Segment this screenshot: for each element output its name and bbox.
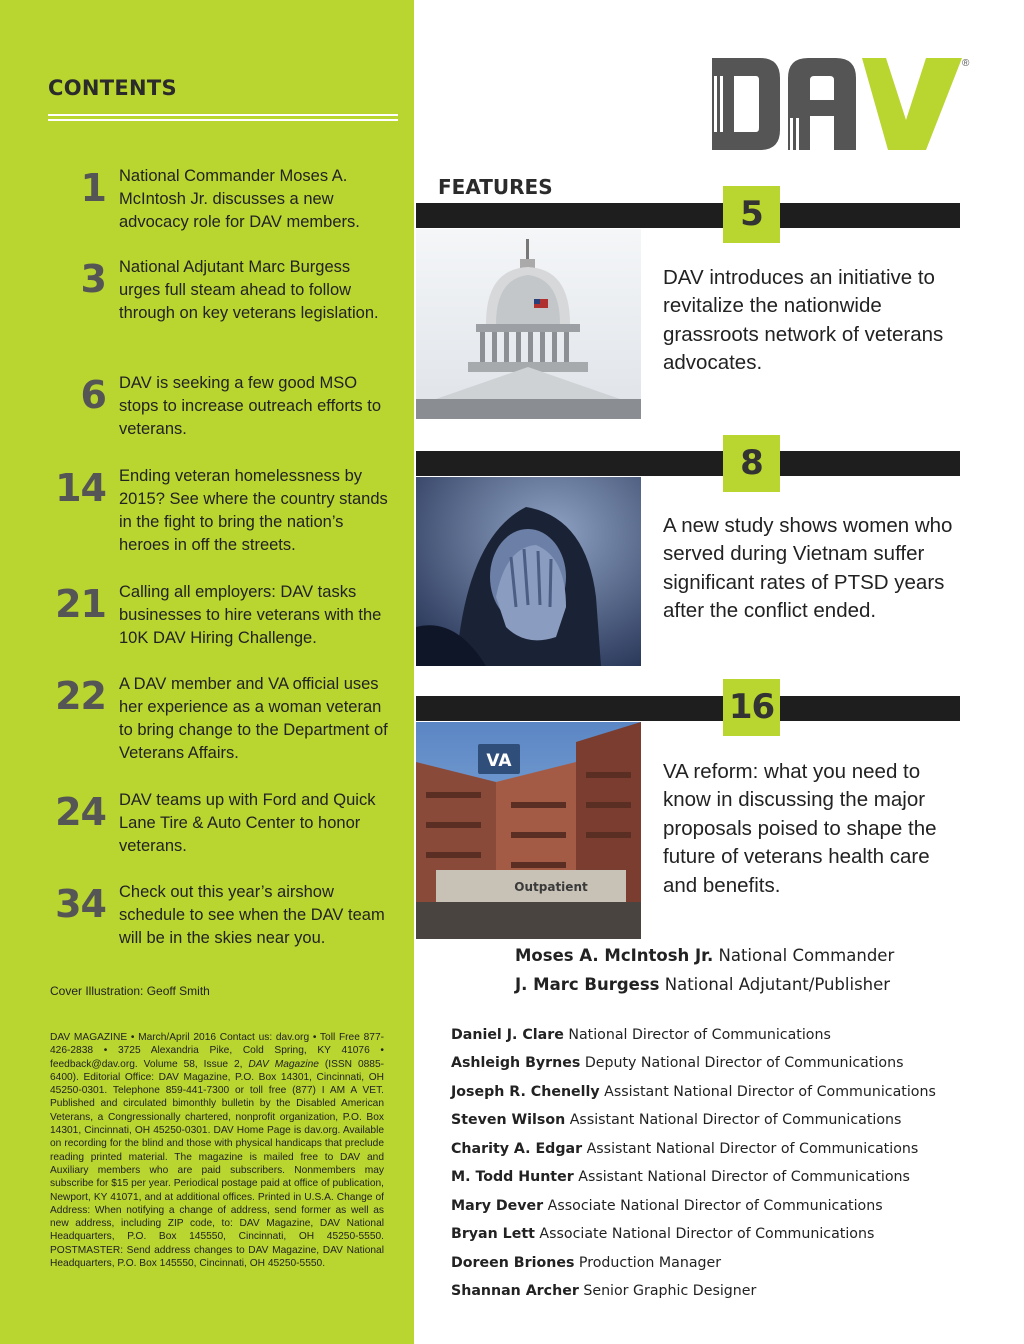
staff-name: Charity A. Edgar: [451, 1141, 583, 1157]
contents-title: CONTENTS: [48, 76, 177, 100]
feature-bar: [416, 696, 960, 721]
feature-description: DAV introduces an initiative to revitalize the nationwide grassroots network of veterans advocates.: [663, 266, 944, 375]
staff-name: Shannan Archer: [451, 1283, 579, 1299]
staff-entry: [451, 1255, 721, 1271]
toc-page-number: 34: [55, 882, 106, 926]
toc-description: DAV is seeking a few good MSO stops to increase outreach efforts to veterans.: [119, 374, 382, 438]
feature-bar: [416, 451, 960, 476]
staff-name: Bryan Lett: [451, 1226, 535, 1242]
staff-role: Assistant National Director of Communications: [586, 1141, 919, 1157]
staff-role: Assistant National Director of Communications: [604, 1084, 936, 1100]
toc-description: National Adjutant Marc Burgess urges full steam ahead to follow through on key veterans legislation.: [119, 258, 379, 322]
staff-name: Ashleigh Byrnes: [451, 1055, 581, 1071]
staff-role: Deputy National Director of Communications: [584, 1055, 904, 1071]
staff-role: National Director of Communications: [568, 1027, 831, 1043]
svg-text:Outpatient: Outpatient: [514, 880, 588, 894]
staff-role: Assistant National Director of Communications: [569, 1112, 902, 1128]
feature-page-number: 16: [723, 679, 780, 736]
toc-description: National Commander Moses A. McIntosh Jr. discusses a new advocacy role for DAV members.: [119, 167, 360, 231]
staff-name: J. Marc Burgess: [515, 975, 660, 994]
staff-entry: [451, 1141, 918, 1157]
toc-description: DAV teams up with Ford and Quick Lane Tire & Auto Center to honor veterans.: [119, 791, 376, 855]
contents-divider: [48, 114, 398, 121]
staff-name: Daniel J. Clare: [451, 1027, 564, 1043]
toc-description: Check out this year’s airshow schedule to see when the DAV team will be in the skies near you.: [119, 883, 385, 947]
staff-role: National Commander: [718, 946, 895, 965]
toc-description: Ending veteran homelessness by 2015? See where the country stands in the fight to bring the nation’s heroes in off the streets.: [119, 467, 388, 554]
staff-national-commander: [515, 946, 894, 965]
masthead-info: [50, 1031, 384, 1270]
staff-entry: [451, 1169, 910, 1185]
distressed-woman-image: [416, 477, 641, 666]
toc-page-number: 21: [55, 582, 106, 626]
toc-page-number: 1: [80, 166, 106, 210]
staff-entry: [451, 1027, 831, 1043]
staff-role: Production Manager: [578, 1255, 722, 1271]
toc-page-number: 24: [55, 790, 106, 834]
toc-description: A DAV member and VA official uses her experience as a woman veteran to bring change to the Department of Veterans Affairs.: [119, 675, 388, 762]
staff-role: Associate National Director of Communications: [539, 1226, 875, 1242]
toc-page-number: 22: [55, 674, 106, 718]
staff-entry: [451, 1084, 936, 1100]
staff-role: Assistant National Director of Communications: [578, 1169, 910, 1185]
va-outpatient-image: [416, 722, 641, 939]
cover-credit: Cover Illustration: Geoff Smith: [50, 984, 210, 998]
toc-page-number: 14: [55, 466, 106, 510]
staff-national-adjutant: [515, 975, 890, 994]
masthead-text-1: DAV MAGAZINE • March/April 2016 Contact us: dav.org • Toll Free 877-426-2838 • 3725 Alexandria Pike, Cold Spring, KY 41076 • feedback@dav.org. Volume 58, Issue 2,: [50, 1032, 384, 1070]
staff-entry: [451, 1198, 883, 1214]
staff-role: Senior Graphic Designer: [583, 1283, 757, 1299]
registered-mark: ®: [962, 58, 970, 69]
feature-description: VA reform: what you need to know in discussing the major proposals poised to shape the future of veterans health care and benefits.: [663, 760, 937, 897]
staff-entry: [451, 1112, 901, 1128]
feature-page-number: 8: [723, 435, 780, 492]
capitol-dome-image: [416, 229, 641, 419]
staff-name: Joseph R. Chenelly: [451, 1084, 600, 1100]
feature-description: A new study shows women who served during Vietnam suffer significant rates of PTSD years after the conflict ended.: [663, 514, 953, 623]
feature-page-number: 5: [723, 186, 780, 243]
staff-name: Moses A. McIntosh Jr.: [515, 946, 714, 965]
staff-entry: [451, 1055, 903, 1071]
staff-name: Doreen Briones: [451, 1255, 575, 1271]
staff-role: Associate National Director of Communications: [547, 1198, 883, 1214]
svg-text:VA: VA: [486, 751, 512, 771]
toc-page-number: 6: [80, 373, 106, 417]
staff-name: Steven Wilson: [451, 1112, 566, 1128]
toc-description: Calling all employers: DAV tasks businesses to hire veterans with the 10K DAV Hiring Challenge.: [119, 583, 382, 647]
staff-entry: [451, 1226, 874, 1242]
staff-entry: [451, 1283, 756, 1299]
masthead-text-2: (ISSN 0885-6400). Editorial Office: DAV Magazine, P.O. Box 14301, Cincinnati, OH 45250-0301. Telephone 859-441-7300 or toll free (877) I AM A VET. Published and circulated bimonthly bulletin by the Disabled American Veterans, a Congressionally chartered, nonprofit organization, P.O. Box 14301, Cincinnati, OH 45250-0301. DAV Home Page is dav.org. Available on recording for the blind and those with physical handicaps that preclude reading printed material. The magazine is mailed free to DAV and Auxiliary members who are paid subscribers. Nonmembers may subscribe for $15 per year. Periodical postage paid at office of publication, Newport, KY 41071, and at additional offices. Printed in U.S.A. Change of Address: When notifying a change of address, send former as well as new address, including ZIP code, to: DAV Magazine, DAV National Headquarters, P.O. Box 145550, Cincinnati, OH 45250-5550. POSTMASTER: Send address changes to DAV Magazine, DAV National Headquarters, P.O. Box 145550, Cincinnati, OH 45250-5550.: [50, 1058, 384, 1270]
dav-logo: [712, 58, 964, 150]
feature-bar: [416, 203, 960, 228]
features-title: FEATURES: [438, 175, 553, 199]
staff-name: M. Todd Hunter: [451, 1169, 574, 1185]
toc-page-number: 3: [80, 257, 106, 301]
staff-name: Mary Dever: [451, 1198, 544, 1214]
masthead-magazine-name: DAV Magazine: [248, 1058, 319, 1070]
staff-role: National Adjutant/Publisher: [664, 975, 891, 994]
